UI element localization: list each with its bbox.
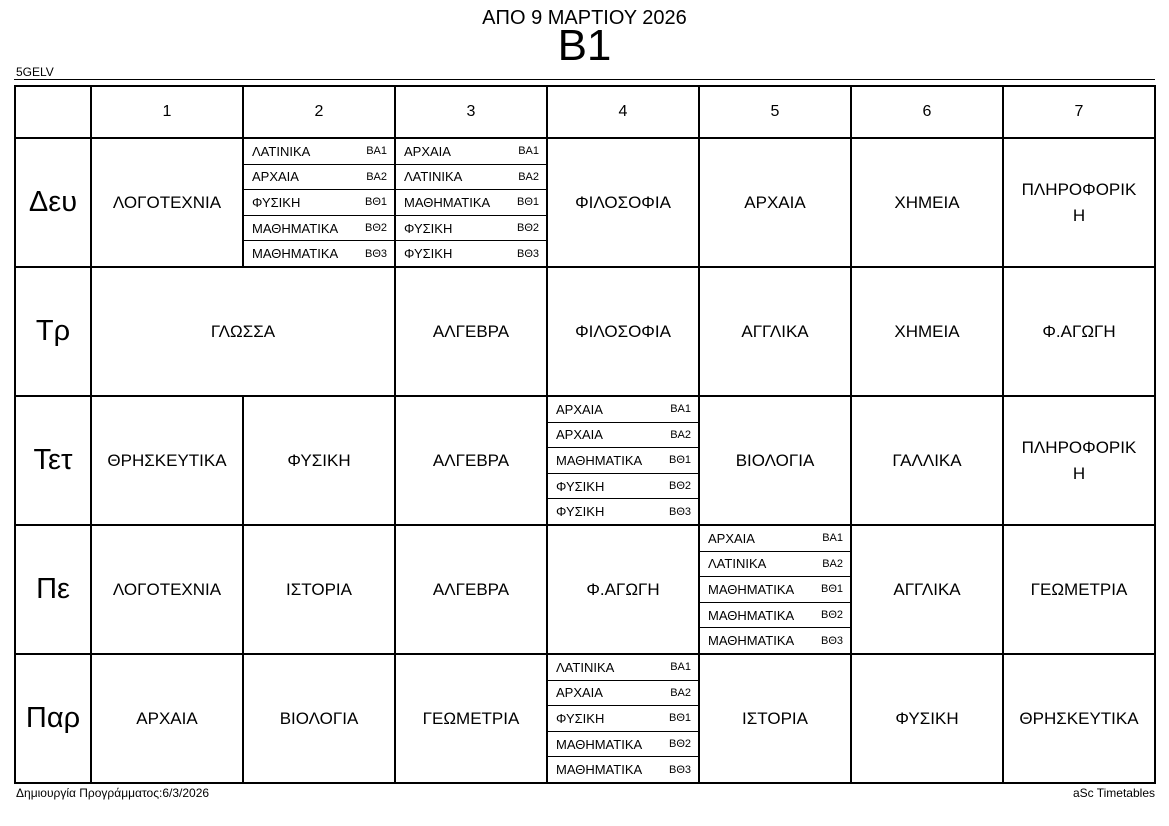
split-lesson-cell	[395, 138, 547, 267]
lesson-cell	[243, 396, 395, 525]
period-header-cell: 1	[91, 86, 243, 138]
lesson-cell	[91, 138, 243, 267]
period-header-cell: 3	[395, 86, 547, 138]
group-label: ΒΘ1	[820, 583, 843, 596]
subject-label: ΓΛΩΣΣΑ	[210, 321, 276, 341]
subject-label: ΑΡΧΑΙΑ	[708, 530, 755, 546]
subject-label: ΓΑΛΛΙΚΑ	[892, 450, 962, 470]
subject-label: ΑΡΧΑΙΑ	[556, 685, 603, 701]
day-row	[15, 525, 1155, 654]
group-label: ΒΘ3	[364, 247, 387, 260]
group-subrow	[244, 165, 394, 191]
group-label: ΒΑ2	[822, 557, 843, 570]
subject-label: ΜΑΘΗΜΑΤΙΚΑ	[556, 762, 643, 778]
subject-label: ΑΛΓΕΒΡΑ	[432, 321, 510, 341]
timetable-body	[15, 86, 1155, 783]
lesson-cell	[699, 267, 851, 396]
period-header-cell: 5	[699, 86, 851, 138]
footer-app-name: aSc Timetables	[1072, 786, 1155, 800]
group-label: ΒΘ1	[668, 712, 691, 725]
subject-label: ΒΙΟΛΟΓΙΑ	[279, 708, 359, 728]
split-box	[548, 397, 698, 524]
group-label: ΒΘ2	[364, 222, 387, 235]
lesson-cell	[851, 654, 1003, 783]
subject-label: ΜΑΘΗΜΑΤΙΚΑ	[404, 194, 491, 210]
subject-label: ΑΛΓΕΒΡΑ	[432, 450, 510, 470]
group-subrow	[244, 216, 394, 242]
group-subrow	[548, 448, 698, 474]
group-subrow	[548, 397, 698, 423]
corner-cell	[15, 86, 91, 138]
subject-label: ΦΙΛΟΣΟΦΙΑ	[575, 321, 671, 341]
lesson-cell	[547, 525, 699, 654]
group-subrow	[244, 139, 394, 165]
timetable	[14, 85, 1156, 784]
group-subrow	[700, 603, 850, 629]
lesson-cell	[395, 267, 547, 396]
lesson-cell	[91, 267, 395, 396]
split-lesson-cell	[547, 396, 699, 525]
group-label: ΒΘ2	[516, 222, 539, 235]
subject-label: ΧΗΜΕΙΑ	[894, 192, 960, 212]
lesson-cell	[395, 396, 547, 525]
group-subrow	[548, 499, 698, 524]
group-subrow	[548, 423, 698, 449]
day-row	[15, 654, 1155, 783]
subject-label: ΛΑΤΙΝΙΚΑ	[252, 143, 311, 159]
period-header-cell: 7	[1003, 86, 1155, 138]
subject-label: ΦΥΣΙΚΗ	[895, 708, 959, 728]
lesson-cell	[1003, 525, 1155, 654]
group-subrow	[396, 139, 546, 165]
subject-label: ΓΕΩΜΕΤΡΙΑ	[1030, 579, 1128, 599]
subject-label: ΑΡΧΑΙΑ	[556, 427, 603, 443]
period-header-cell: 4	[547, 86, 699, 138]
subject-label: ΦΥΣΙΚΗ	[556, 710, 605, 726]
split-lesson-cell	[243, 138, 395, 267]
split-box	[244, 139, 394, 266]
lesson-cell	[395, 525, 547, 654]
day-label: Πε	[15, 525, 91, 654]
subject-label: ΜΑΘΗΜΑΤΙΚΑ	[556, 452, 643, 468]
plan-code: 5GELV	[16, 65, 54, 79]
lesson-cell	[547, 138, 699, 267]
group-label: ΒΘ1	[668, 454, 691, 467]
period-header-row	[15, 86, 1155, 138]
subject-label: ΜΑΘΗΜΑΤΙΚΑ	[556, 736, 643, 752]
lesson-cell	[91, 525, 243, 654]
footer-creation-date: Δημιουργία Προγράμματος:6/3/2026	[16, 786, 210, 800]
group-subrow	[548, 681, 698, 707]
group-subrow	[396, 190, 546, 216]
subject-label: ΑΓΓΛΙΚΑ	[893, 579, 961, 599]
subject-label: ΑΡΧΑΙΑ	[556, 401, 603, 417]
period-header-cell: 2	[243, 86, 395, 138]
day-label: Δευ	[15, 138, 91, 267]
subject-label: ΘΡΗΣΚΕΥΤΙΚΑ	[107, 450, 227, 470]
subject-label: ΛΟΓΟΤΕΧΝΙΑ	[112, 192, 222, 212]
lesson-cell	[851, 267, 1003, 396]
subject-label: ΜΑΘΗΜΑΤΙΚΑ	[252, 220, 339, 236]
lesson-cell	[699, 654, 851, 783]
day-label: Παρ	[15, 654, 91, 783]
subject-label: ΦΙΛΟΣΟΦΙΑ	[575, 192, 671, 212]
subject-label: ΦΥΣΙΚΗ	[404, 220, 453, 236]
group-subrow	[396, 216, 546, 242]
class-title: B1	[557, 21, 612, 70]
subject-label: ΜΑΘΗΜΑΤΙΚΑ	[708, 633, 795, 649]
split-box	[700, 526, 850, 653]
subject-label: ΛΑΤΙΝΙΚΑ	[708, 556, 767, 572]
subject-label: ΦΥΣΙΚΗ	[252, 194, 301, 210]
subject-label: ΘΡΗΣΚΕΥΤΙΚΑ	[1019, 708, 1139, 728]
split-lesson-cell	[547, 654, 699, 783]
group-subrow	[700, 552, 850, 578]
group-label: ΒΘ3	[516, 247, 539, 260]
group-subrow	[548, 732, 698, 758]
subject-label: ΜΑΘΗΜΑΤΙΚΑ	[708, 607, 795, 623]
lesson-cell	[851, 525, 1003, 654]
group-subrow	[548, 474, 698, 500]
day-label: Τρ	[15, 267, 91, 396]
lesson-cell	[1003, 267, 1155, 396]
group-subrow	[396, 241, 546, 266]
subject-label: ΛΟΓΟΤΕΧΝΙΑ	[112, 579, 222, 599]
subject-label: ΠΛΗΡΟΦΟΡΙΚΗ	[1021, 438, 1137, 483]
subject-label: ΒΙΟΛΟΓΙΑ	[735, 450, 815, 470]
group-label: ΒΑ1	[822, 532, 843, 545]
lesson-cell	[1003, 396, 1155, 525]
group-label: ΒΑ1	[366, 145, 387, 158]
group-label: ΒΑ2	[366, 170, 387, 183]
group-subrow	[244, 241, 394, 266]
lesson-cell	[91, 654, 243, 783]
subject-label: ΑΡΧΑΙΑ	[252, 169, 299, 185]
group-label: ΒΘ3	[820, 634, 843, 647]
group-subrow	[548, 706, 698, 732]
lesson-cell	[1003, 138, 1155, 267]
lesson-cell	[547, 267, 699, 396]
group-label: ΒΘ1	[516, 196, 539, 209]
subject-label: ΑΡΧΑΙΑ	[744, 192, 806, 212]
group-subrow	[700, 577, 850, 603]
subject-label: ΙΣΤΟΡΙΑ	[286, 579, 352, 599]
lesson-cell	[699, 396, 851, 525]
subject-label: ΛΑΤΙΝΙΚΑ	[404, 169, 463, 185]
lesson-cell	[1003, 654, 1155, 783]
group-subrow	[548, 655, 698, 681]
group-label: ΒΘ2	[668, 738, 691, 751]
lesson-cell	[243, 654, 395, 783]
day-label: Τετ	[15, 396, 91, 525]
period-header-cell: 6	[851, 86, 1003, 138]
subject-label: Φ.ΑΓΩΓΗ	[586, 579, 660, 599]
header-rule	[14, 79, 1155, 80]
group-subrow	[244, 190, 394, 216]
group-label: ΒΑ2	[518, 170, 539, 183]
subject-label: ΙΣΤΟΡΙΑ	[742, 708, 808, 728]
subject-label: ΑΡΧΑΙΑ	[404, 143, 451, 159]
subject-label: ΧΗΜΕΙΑ	[894, 321, 960, 341]
lesson-cell	[395, 654, 547, 783]
lesson-cell	[851, 396, 1003, 525]
day-row	[15, 396, 1155, 525]
day-row	[15, 267, 1155, 396]
group-label: ΒΑ2	[670, 428, 691, 441]
subject-label: ΑΡΧΑΙΑ	[136, 708, 198, 728]
group-label: ΒΘ3	[668, 505, 691, 518]
group-label: ΒΑ2	[670, 686, 691, 699]
group-subrow	[700, 526, 850, 552]
group-label: ΒΑ1	[670, 661, 691, 674]
subject-label: Φ.ΑΓΩΓΗ	[1042, 321, 1116, 341]
group-label: ΒΘ1	[364, 196, 387, 209]
subject-label: ΑΓΓΛΙΚΑ	[741, 321, 809, 341]
group-label: ΒΘ2	[820, 609, 843, 622]
subject-label: ΑΛΓΕΒΡΑ	[432, 579, 510, 599]
group-subrow	[396, 165, 546, 191]
subject-label: ΜΑΘΗΜΑΤΙΚΑ	[252, 246, 339, 262]
lesson-cell	[243, 525, 395, 654]
subject-label: ΠΛΗΡΟΦΟΡΙΚΗ	[1021, 180, 1137, 225]
subject-label: ΛΑΤΙΝΙΚΑ	[556, 659, 615, 675]
day-row	[15, 138, 1155, 267]
date-title: ΑΠΟ 9 ΜΑΡΤΙΟΥ 2026	[482, 7, 687, 29]
lesson-cell	[699, 138, 851, 267]
subject-label: ΜΑΘΗΜΑΤΙΚΑ	[708, 581, 795, 597]
lesson-cell	[91, 396, 243, 525]
subject-label: ΓΕΩΜΕΤΡΙΑ	[422, 708, 520, 728]
group-label: ΒΘ3	[668, 763, 691, 776]
group-label: ΒΘ2	[668, 480, 691, 493]
subject-label: ΦΥΣΙΚΗ	[404, 246, 453, 262]
group-subrow	[548, 757, 698, 782]
split-box	[548, 655, 698, 782]
subject-label: ΦΥΣΙΚΗ	[287, 450, 351, 470]
group-label: ΒΑ1	[518, 145, 539, 158]
group-label: ΒΑ1	[670, 403, 691, 416]
split-box	[396, 139, 546, 266]
group-subrow	[700, 628, 850, 653]
split-lesson-cell	[699, 525, 851, 654]
subject-label: ΦΥΣΙΚΗ	[556, 504, 605, 520]
lesson-cell	[851, 138, 1003, 267]
subject-label: ΦΥΣΙΚΗ	[556, 478, 605, 494]
